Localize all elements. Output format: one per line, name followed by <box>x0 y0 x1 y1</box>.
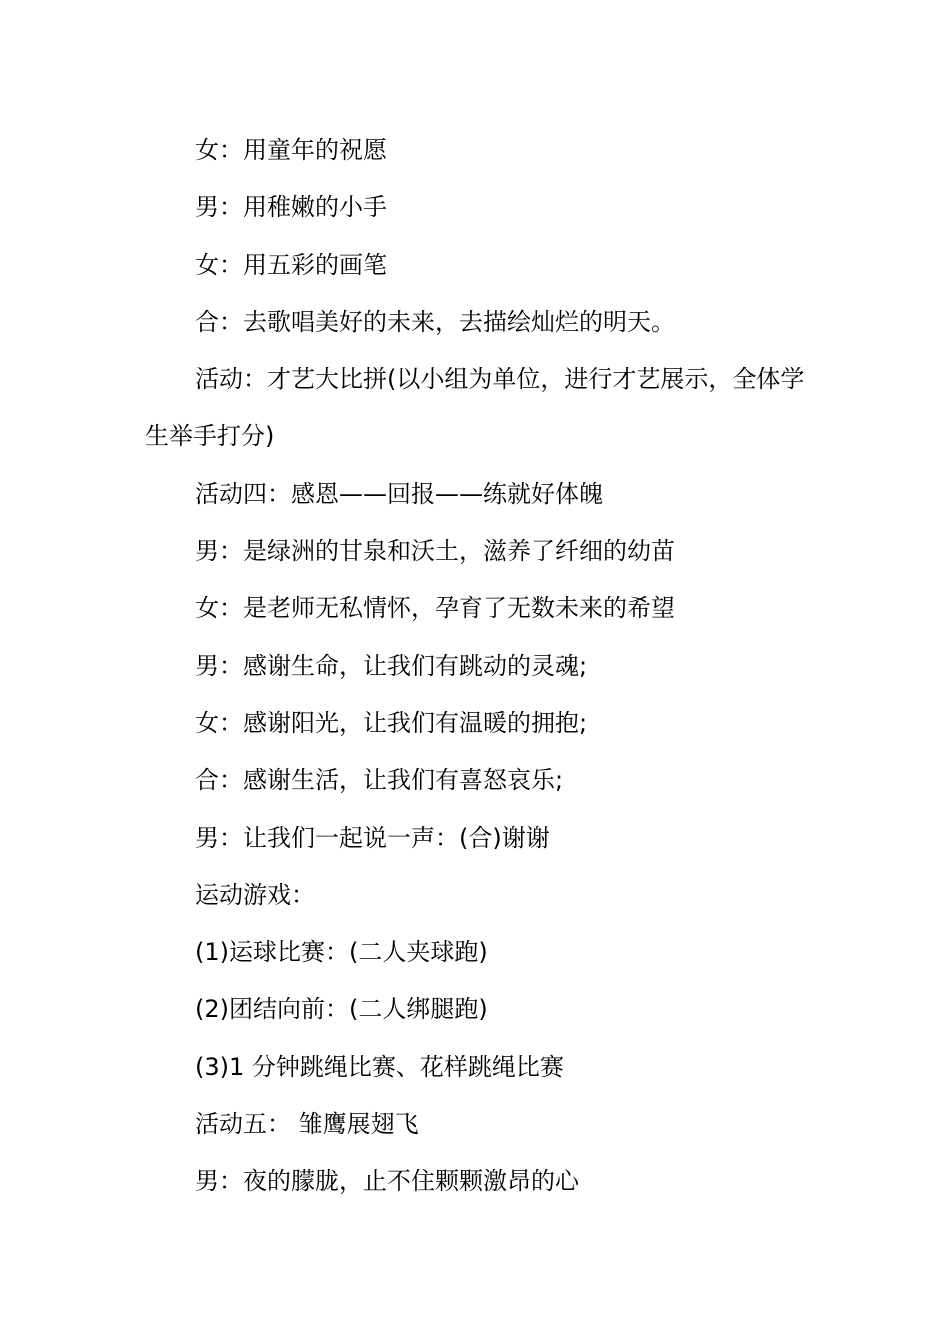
paragraph: 女：是老师无私情怀，孕育了无数未来的希望 <box>195 594 675 623</box>
list-item: (2)团结向前：(二人绑腿跑) <box>195 995 488 1024</box>
paragraph: 女：用五彩的画笔 <box>195 250 387 279</box>
paragraph: 男：让我们一起说一声：(合)谢谢 <box>195 823 550 852</box>
document-body <box>145 122 810 1211</box>
section-heading: 活动四：感恩——回报——练就好体魄 <box>195 479 603 508</box>
paragraph: 男：夜的朦胧，止不住颗颗激昂的心 <box>195 1167 579 1196</box>
paragraph: 女：用童年的祝愿 <box>195 136 387 164</box>
paragraph: 女：感谢阳光，让我们有温暖的拥抱; <box>195 708 588 737</box>
paragraph: 男：用稚嫩的小手 <box>195 193 387 222</box>
section-heading: 活动五： 雏鹰展翅飞 <box>195 1110 419 1139</box>
paragraph: 合：去歌唱美好的未来，去描绘灿烂的明天。 <box>195 307 675 336</box>
paragraph: 男：感谢生命，让我们有跳动的灵魂; <box>195 651 588 680</box>
section-heading: 运动游戏： <box>195 880 315 909</box>
paragraph: 男：是绿洲的甘泉和沃土，滋养了纤细的幼苗 <box>195 537 675 566</box>
list-item: (1)运球比赛：(二人夹球跑) <box>195 938 488 967</box>
list-item: (3)1 分钟跳绳比赛、花样跳绳比赛 <box>195 1052 564 1081</box>
paragraph: 活动：才艺大比拼(以小组为单位，进行才艺展示，全体学生举手打分) <box>145 365 805 451</box>
paragraph: 合：感谢生活，让我们有喜怒哀乐; <box>195 766 564 795</box>
